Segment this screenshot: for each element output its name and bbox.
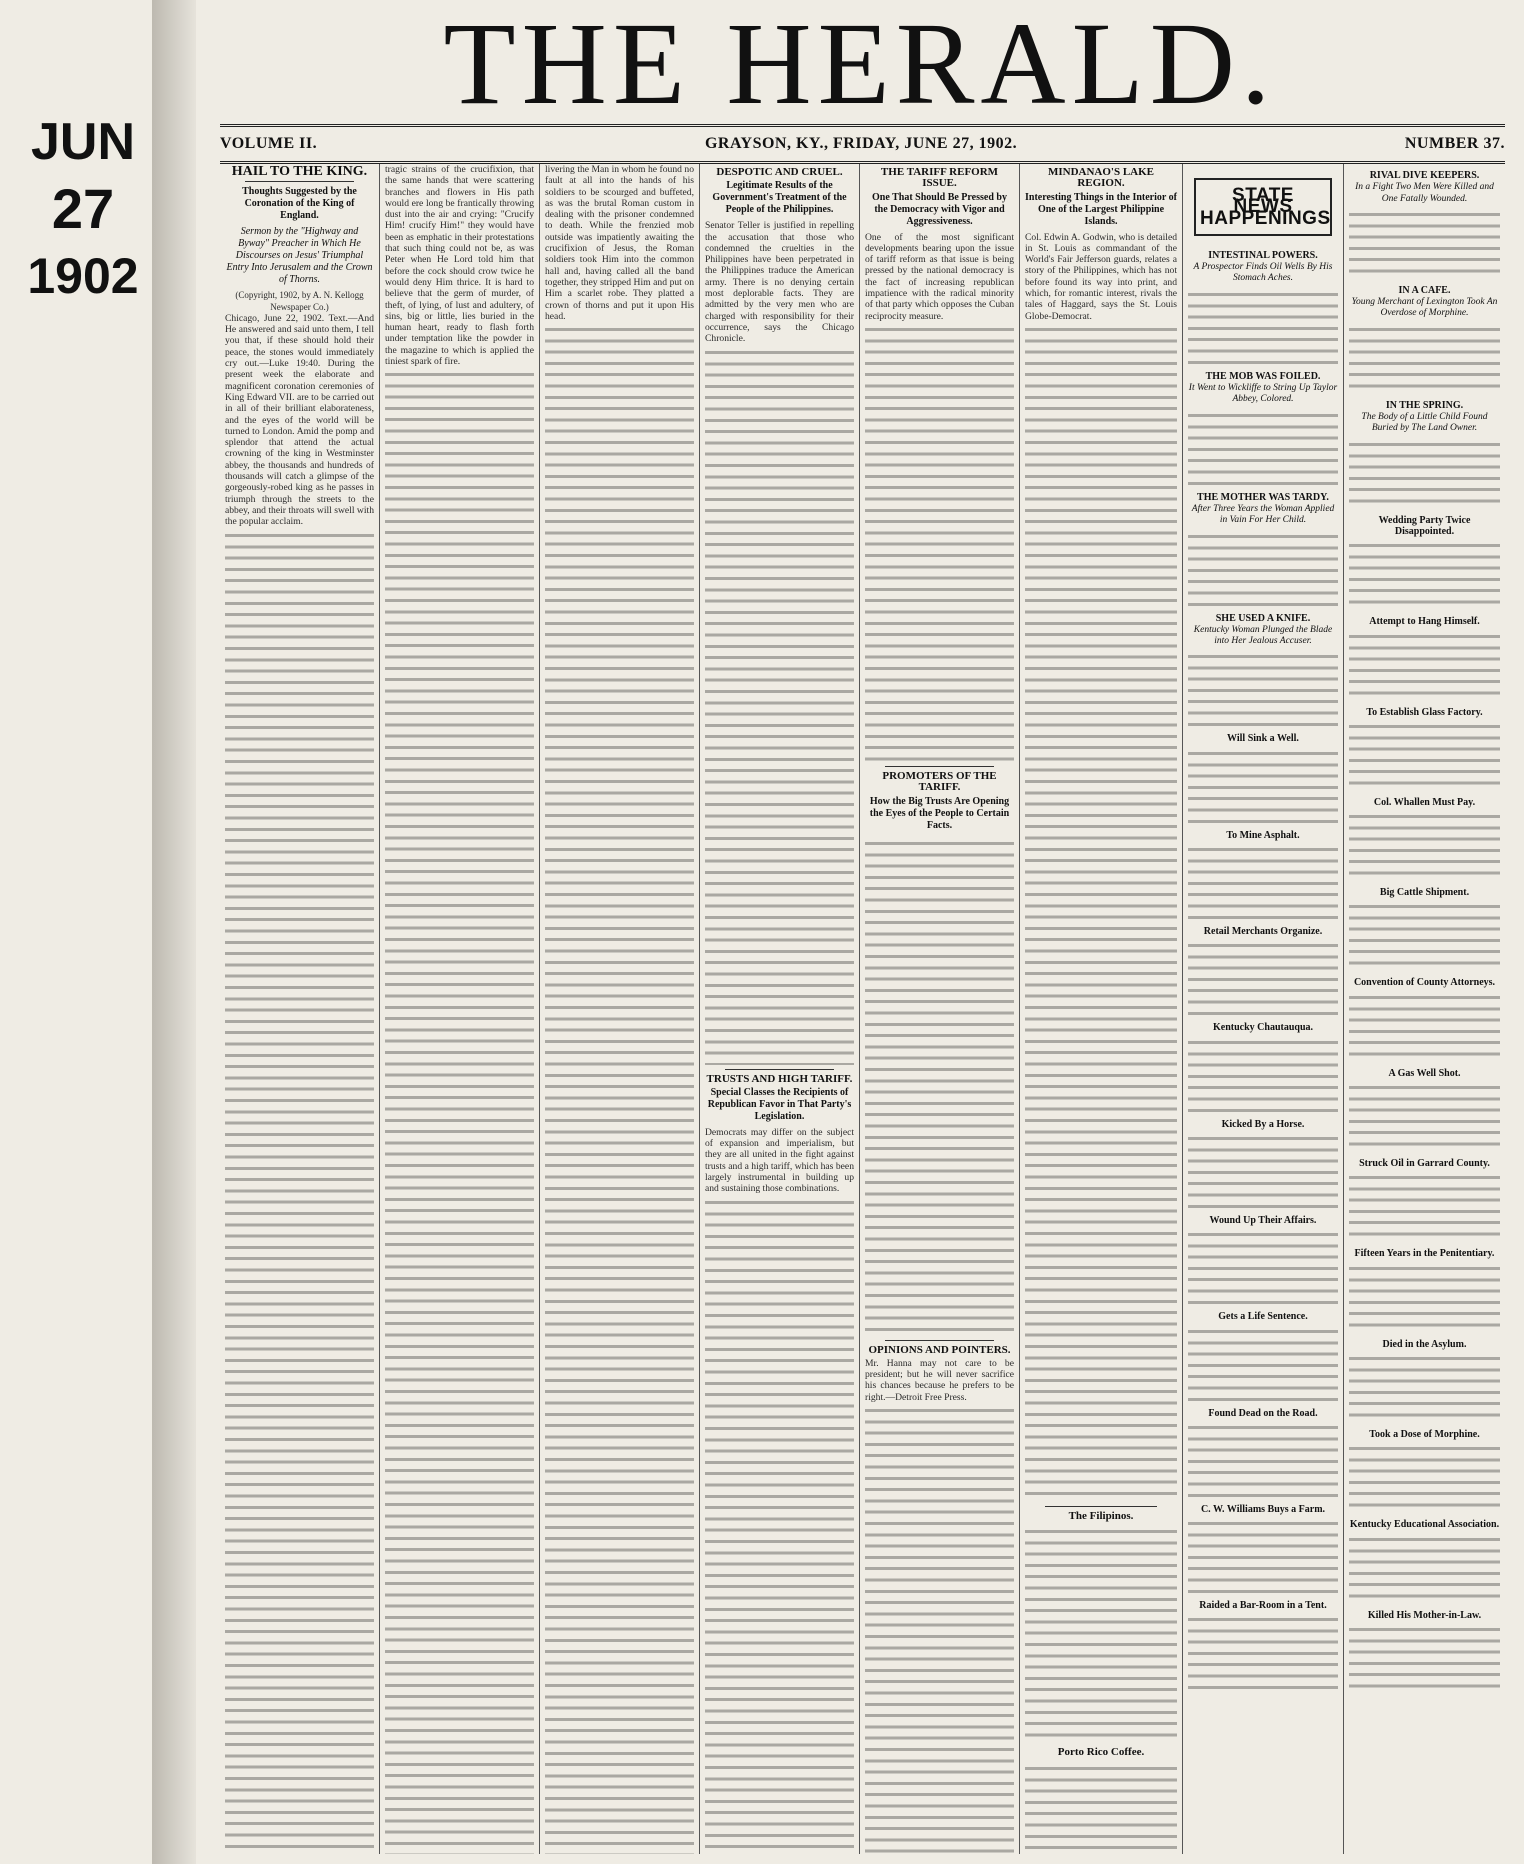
news-item-body <box>1188 1227 1338 1305</box>
column-2 <box>380 164 540 1854</box>
news-item-headline: SHE USED A KNIFE. <box>1215 612 1311 624</box>
news-item-body <box>1188 1612 1338 1690</box>
article-body: Chicago, June 22, 1902. Text.—And He answered and said unto them, I tell you that, if these should hold their peace, the stones would immediately cry out.—Luke 19:40. During the present week the elaborate and magnificent coronation ceremonies of King Edward VII. are to be carried out in all of their brilliant elaborateness, and the eyes of the world will be turned to London. Amid the pomp and splendor that attend the actual crowning of the king in Westminster abbey, the thousands and hundreds of thousands will catch a glimpse of the gorgeously-robed king as he passes in triumph through the streets to the abbey, and their throats will swell with the popular acclaim. <box>225 312 374 528</box>
news-item-body <box>1188 1035 1338 1113</box>
deck-trusts: Special Classes the Recipients of Republican Favor in That Party's Legislation. <box>707 1086 852 1122</box>
news-item-body <box>1188 529 1338 607</box>
news-item-headline: Will Sink a Well. <box>1227 733 1299 745</box>
news-item-headline: Kentucky Chautauqua. <box>1212 1022 1314 1034</box>
news-item-body <box>1349 1261 1500 1333</box>
article-body-continued <box>385 367 534 1854</box>
folio-line <box>220 124 1505 164</box>
news-item-headline: Col. Whallen Must Pay. <box>1373 796 1476 808</box>
article-body: Senator Teller is justified in repelling the accusation that those who condemned the cruelties in the Philippines have been perpetrated in the Philippines traduce the American army. There is no denying certain most deplorable facts. They are admitted by the very men who are charged with responsibility for their occurrence, says the Chicago Chronicle. <box>705 220 854 345</box>
news-item-headline: Fifteen Years in the Penitentiary. <box>1354 1248 1495 1260</box>
news-item-body <box>1188 1131 1338 1209</box>
state-news-section-header: STATE NEWS HAPPENINGS <box>1194 178 1332 236</box>
news-item-headline: Found Dead on the Road. <box>1208 1407 1318 1419</box>
headline-mindanao-lake-region: MINDANAO'S LAKE REGION. <box>1047 166 1155 190</box>
news-item-headline: Died in the Asylum. <box>1382 1338 1467 1350</box>
date-stamp <box>18 112 148 306</box>
state-news-items <box>1188 250 1338 1691</box>
headline-promoters-of-the-tariff: PROMOTERS OF THE TARIFF. <box>882 769 997 794</box>
column-8 <box>1344 164 1505 1854</box>
news-item-subhead: The Body of a Little Child Found Buried by The Land Owner. <box>1361 412 1488 434</box>
article-body-continued <box>225 528 374 1854</box>
dateline: GRAYSON, KY., FRIDAY, JUNE 27, 1902. <box>704 135 1018 152</box>
deck-despotic: Legitimate Results of the Government's Treatment of the People of the Philippines. <box>712 180 847 216</box>
news-item-body <box>1188 842 1338 920</box>
headline-opinions-and-pointers: OPINIONS AND POINTERS. <box>868 1343 1011 1356</box>
article-body-continued <box>705 345 854 1065</box>
state-news-items-continued <box>1349 170 1500 1694</box>
news-item-headline: C. W. Williams Buys a Farm. <box>1200 1503 1326 1515</box>
issue-number: NUMBER 37. <box>1404 135 1505 152</box>
article-body: tragic strains of the crucifixion, that the same hands that were scattering branches and flowers in His path would ere long be frantically throwing dust into the air and crying: "Crucify Him! crucify Him!" they would have been as emphatic in their protestations that such thing could not be, as was Peter when He Lord told him that before the cock should crow twice he would deny Him thrice. It is hard to believe that the germ of murder, of theft, of lying, of lust and adultery, of sins, big or little, lies buried in the human heart, ready to flash forth under temptation like the powder in the magazine to which is applied the tiniest spark of fire. <box>385 164 534 368</box>
article-body: Col. Edwin A. Godwin, who is detailed in St. Louis as commandant of the World's Fair Jefferson guards, relates a story of the Philippines, which has not before found its way into print, and which, for romantic interest, rivals the tales of Haggard, says the St. Louis Globe-Democrat. <box>1025 231 1177 322</box>
masthead-title: THE HERALD. <box>443 0 1277 129</box>
news-item-body <box>1349 899 1500 971</box>
news-item-headline: INTESTINAL POWERS. <box>1208 249 1318 261</box>
news-item-body <box>1188 1420 1338 1498</box>
news-item-headline: Convention of County Attorneys. <box>1353 977 1496 989</box>
news-item-body <box>1349 990 1500 1062</box>
news-item-body <box>1349 809 1500 881</box>
news-item-headline: To Establish Glass Factory. <box>1366 706 1483 718</box>
column-3 <box>540 164 700 1854</box>
page-edge-shadow <box>152 0 196 1864</box>
deck-tariff-reform: One That Should Be Pressed by the Democracy with Vigor and Aggressiveness. <box>872 191 1007 227</box>
news-item-subhead: After Three Years the Woman Applied in Vain For Her Child. <box>1191 503 1335 526</box>
news-item-headline: Big Cattle Shipment. <box>1379 887 1470 899</box>
headline-porto-rico-coffee: Porto Rico Coffee. <box>1057 1746 1145 1759</box>
news-item-headline: Kicked By a Horse. <box>1221 1118 1305 1130</box>
article-body-continued <box>1025 322 1177 1502</box>
news-item-body <box>1349 629 1500 701</box>
article-body-continued <box>705 1195 854 1854</box>
headline-the-filipinos: The Filipinos. <box>1068 1509 1134 1522</box>
news-item-headline: THE MOTHER WAS TARDY. <box>1197 491 1329 503</box>
news-item-body <box>1349 1441 1500 1513</box>
news-item-body <box>1188 938 1338 1016</box>
article-body-continued <box>865 1403 1014 1854</box>
columns <box>220 164 1505 1854</box>
news-item-body <box>1188 1324 1338 1402</box>
news-item-headline: Wound Up Their Affairs. <box>1209 1214 1317 1226</box>
column-6 <box>1020 164 1183 1854</box>
date-stamp-day: 27 <box>51 177 115 240</box>
news-item-body <box>1349 1351 1500 1423</box>
article-body-continued <box>1025 1761 1177 1854</box>
news-item-body <box>1349 207 1500 279</box>
news-item-body <box>1188 287 1338 365</box>
divider <box>885 1340 994 1341</box>
news-item-subhead: In a Fight Two Men Were Killed and One Fatally Wounded. <box>1355 182 1494 204</box>
news-item-subhead: It Went to Wickliffe to String Up Taylor Abbey, Colored. <box>1188 383 1338 405</box>
news-item-headline: THE MOB WAS FOILED. <box>1205 370 1321 382</box>
news-item-body <box>1188 746 1338 824</box>
news-item-body <box>1188 1516 1338 1594</box>
news-item-headline: Kentucky Educational Association. <box>1349 1519 1500 1531</box>
divider <box>885 766 994 767</box>
divider <box>1045 1506 1157 1507</box>
news-item-headline: IN A CAFE. <box>1398 284 1451 296</box>
article-body: One of the most significant developments bearing upon the issue of tariff reform as that issue is being pressed by the national democracy is the fact of increasing republican impatience with the radical minority of that party which opposes the Cuban reciprocity measure. <box>865 231 1014 322</box>
divider <box>725 1069 834 1070</box>
article-body-continued <box>545 322 694 1854</box>
volume-label: VOLUME II. <box>220 135 318 152</box>
headline-tariff-reform-issue: THE TARIFF REFORM ISSUE. <box>880 166 999 190</box>
news-item-body <box>1349 437 1500 509</box>
news-item-body <box>1349 719 1500 791</box>
headline-hail-to-the-king: HAIL TO THE KING. <box>231 164 368 179</box>
news-item-body <box>1188 408 1338 486</box>
column-5 <box>860 164 1020 1854</box>
article-body: Mr. Hanna may not care to be president; but he will never sacrifice his chances because he prefers to be right.—Detroit Free Press. <box>865 1357 1014 1403</box>
headline-despotic-and-cruel: DESPOTIC AND CRUEL. <box>716 166 843 178</box>
subdeck-sermon: Sermon by the "Highway and Byway" Preacher in Which He Discourses on Jesus' Triumphal Entry Into Jerusalem and the Crown of Thorns. <box>226 226 373 286</box>
divider <box>245 181 354 182</box>
news-item-body <box>1349 538 1500 610</box>
news-item-subhead: Young Merchant of Lexington Took An Overdose of Morphine. <box>1351 297 1498 319</box>
news-item-body <box>1349 1532 1500 1604</box>
news-item-headline: Retail Merchants Organize. <box>1203 926 1323 938</box>
news-item-body <box>1349 322 1500 394</box>
news-item-headline: Killed His Mother-in-Law. <box>1367 1609 1482 1621</box>
news-item-headline: Wedding Party Twice Disappointed. <box>1378 514 1471 537</box>
news-item-body <box>1349 1080 1500 1152</box>
copyright-line: (Copyright, 1902, by A. N. Kellogg Newspaper Co.) <box>235 290 364 312</box>
news-item-headline: RIVAL DIVE KEEPERS. <box>1369 170 1480 181</box>
news-item-headline: To Mine Asphalt. <box>1226 829 1300 841</box>
news-item-headline: IN THE SPRING. <box>1385 399 1464 411</box>
news-item-subhead: A Prospector Finds Oil Wells By His Stomach Aches. <box>1193 262 1333 284</box>
column-4 <box>700 164 860 1854</box>
date-stamp-year: 1902 <box>27 248 139 304</box>
news-item-headline: Took a Dose of Morphine. <box>1369 1428 1480 1440</box>
article-body-continued <box>865 322 1014 762</box>
article-body: Democrats may differ on the subject of expansion and imperialism, but they are all united in the fight against trusts and a high tariff, which has been largely instrumental in building up and sustaining those combinations. <box>705 1126 854 1195</box>
news-item-body <box>1349 1170 1500 1242</box>
news-item-body <box>1188 649 1338 727</box>
deck-coronation: Thoughts Suggested by the Coronation of the King of England. <box>242 186 357 222</box>
column-7 <box>1183 164 1344 1854</box>
news-item-subhead: Kentucky Woman Plunged the Blade into Her Jealous Accuser. <box>1193 624 1333 647</box>
date-stamp-month: JUN <box>30 113 136 171</box>
news-item-headline: A Gas Well Shot. <box>1388 1067 1461 1079</box>
news-item-body <box>1349 1622 1500 1694</box>
deck-mindanao: Interesting Things in the Interior of One of the Largest Philippine Islands. <box>1025 191 1177 227</box>
news-item-headline: Raided a Bar-Room in a Tent. <box>1199 1600 1327 1612</box>
news-item-headline: Gets a Life Sentence. <box>1218 1311 1308 1323</box>
article-body-continued <box>1025 1524 1177 1744</box>
column-1 <box>220 164 380 1854</box>
article-body-continued <box>865 836 1014 1336</box>
headline-trusts-and-high-tariff: TRUSTS AND HIGH TARIFF. <box>706 1072 853 1085</box>
deck-promoters: How the Big Trusts Are Opening the Eyes of the People to Certain Facts. <box>869 795 1010 831</box>
news-item-headline: Struck Oil in Garrard County. <box>1359 1158 1490 1170</box>
article-body: livering the Man in whom he found no fault at all into the hands of his soldiers to be scourged and buffeted, as was the brutal Roman custom in dealing with the prisoner condemned to death. While the frenzied mob outside was impatiently awaiting the crucifixion of Jesus, the Roman soldiers took Him into the common hall and, having called all the band together, they stripped Him and put on Him a scarlet robe. They platted a crown of thorns and put it upon His head. <box>545 164 694 322</box>
news-item-headline: Attempt to Hang Himself. <box>1369 616 1480 628</box>
